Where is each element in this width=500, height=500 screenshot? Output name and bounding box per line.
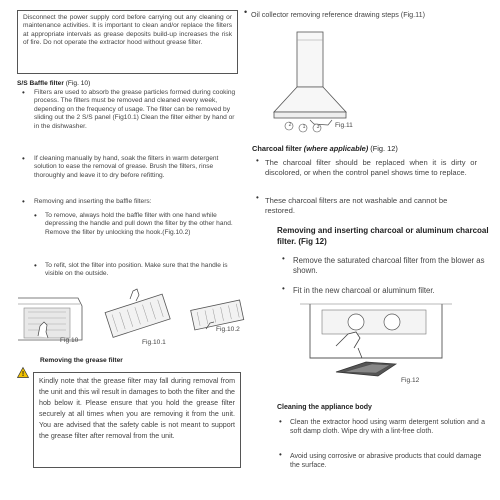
fig11-callout: 2 [288,122,292,128]
fig10-caption: Fig.10 [60,337,79,344]
baffle-bullet-1: Filters are used to absorb the grease particles formed during cooking process. The filters must be removed and cleaned every week, depending on the frequency of usage. The filter can be removed by sliding out the 2 S/S panel (Fig10.1) Clean the filter either by hand or in the dishwasher. [34,89,236,130]
fig12-caption: Fig.12 [401,377,420,384]
charcoal-heading [252,144,482,153]
baffle-bullet-3: Removing and inserting the baffle filters: [34,198,152,205]
charcoal-heading-qualifier: (where applicable) [301,144,369,153]
sub-bullet-icon: • [34,261,37,270]
replace-charcoal-bullet-2: Fit in the new charcoal or aluminum filter. [293,286,435,295]
cleaning-body-bullet-2: Avoid using corrosive or abrasive products that could damage the surface. [290,453,482,469]
bullet-icon: • [279,450,282,459]
charcoal-heading-ref: (Fig. 12) [368,144,398,153]
removing-grease-box [33,372,241,468]
fig12-illustration [296,302,456,384]
baffle-bullet-2: If cleaning manually by hand, soak the filters in warm detergent solution to ease the removal of grease. Brush the filters, rinse thoroughly and leave it to dry before refitting. [34,155,219,179]
replace-charcoal-bullet-1: Remove the saturated charcoal filter from the blower as shown. [293,256,485,275]
fig10-1-illustration [100,293,175,341]
warning-triangle-icon [17,367,29,378]
baffle-sub-bullet-2: To refit, slot the filter into position. Make sure that the handle is visible on the outside. [45,262,228,278]
fig10-2-caption: Fig.10.2 [216,326,240,333]
bullet-icon: • [22,197,25,206]
warning-box-text: Disconnect the power supply cord before carrying out any cleaning or maintenance activities. It is important to clean and/or replace the filters at appropriate intervals as grease deposits build-up increases the risk of fire. Do not operate the extractor hood without grease filter. [23,14,232,47]
fig11-callout: 1 [302,124,306,130]
bullet-icon: • [22,154,25,163]
charcoal-bullet-2: These charcoal filters are not washable and cannot be restored. [265,196,448,215]
bullet-icon: • [282,254,285,263]
bullet-icon: • [22,88,25,97]
fig11-callout: 3 [316,124,320,130]
svg-text:!: ! [21,371,25,379]
bullet-icon: • [256,156,259,165]
fig10-1-caption: Fig.10.1 [142,339,166,346]
baffle-sub-bullet-1: To remove, always hold the baffle filter with one hand while depressing the handle and pull down the filter by the other hand. Remove the filter by unlocking the hook.(Fig.10.2) [45,212,233,236]
oil-collector-text: Oil collector removing reference drawing steps (Fig.11) [251,10,426,19]
fig11-caption: Fig.11 [335,122,353,129]
replace-charcoal-heading: Removing and inserting charcoal or aluminum charcoal filter. (Fig 12) [277,226,489,246]
charcoal-heading-title: Charcoal filter [252,144,302,153]
cleaning-body-bullet-1: Clean the extractor hood using warm detergent solution and a soft damp cloth. Wipe dry with a lint-free cloth. [290,419,485,435]
warning-box [17,10,238,74]
removing-grease-text: Kindly note that the grease filter may fall during removal from the unit and this wil result in damages to both the filter and the hob below it. Please ensure that you hold the grease filter securely at all times when you are removing it from the unit. You are advised that the safety cable is not meant to support the grease filter after removal from the unit. [39,377,235,440]
baffle-heading-ref: (Fig. 10) [63,80,91,87]
charcoal-bullet-1: The charcoal filter should be replaced when it is dirty or discolored, or when the control panel shows time to replace. [265,158,477,177]
cleaning-body-heading: Cleaning the appliance body [277,404,372,411]
bullet-icon: • [244,7,248,17]
bullet-icon: • [282,284,285,293]
sub-bullet-icon: • [34,211,37,220]
bullet-icon: • [256,193,259,202]
baffle-heading-title: S/S Baffle filter [17,80,64,87]
bullet-icon: • [279,417,282,426]
removing-grease-heading: Removing the grease filter [40,357,123,364]
baffle-heading [17,80,238,88]
fig11-illustration [270,32,350,132]
